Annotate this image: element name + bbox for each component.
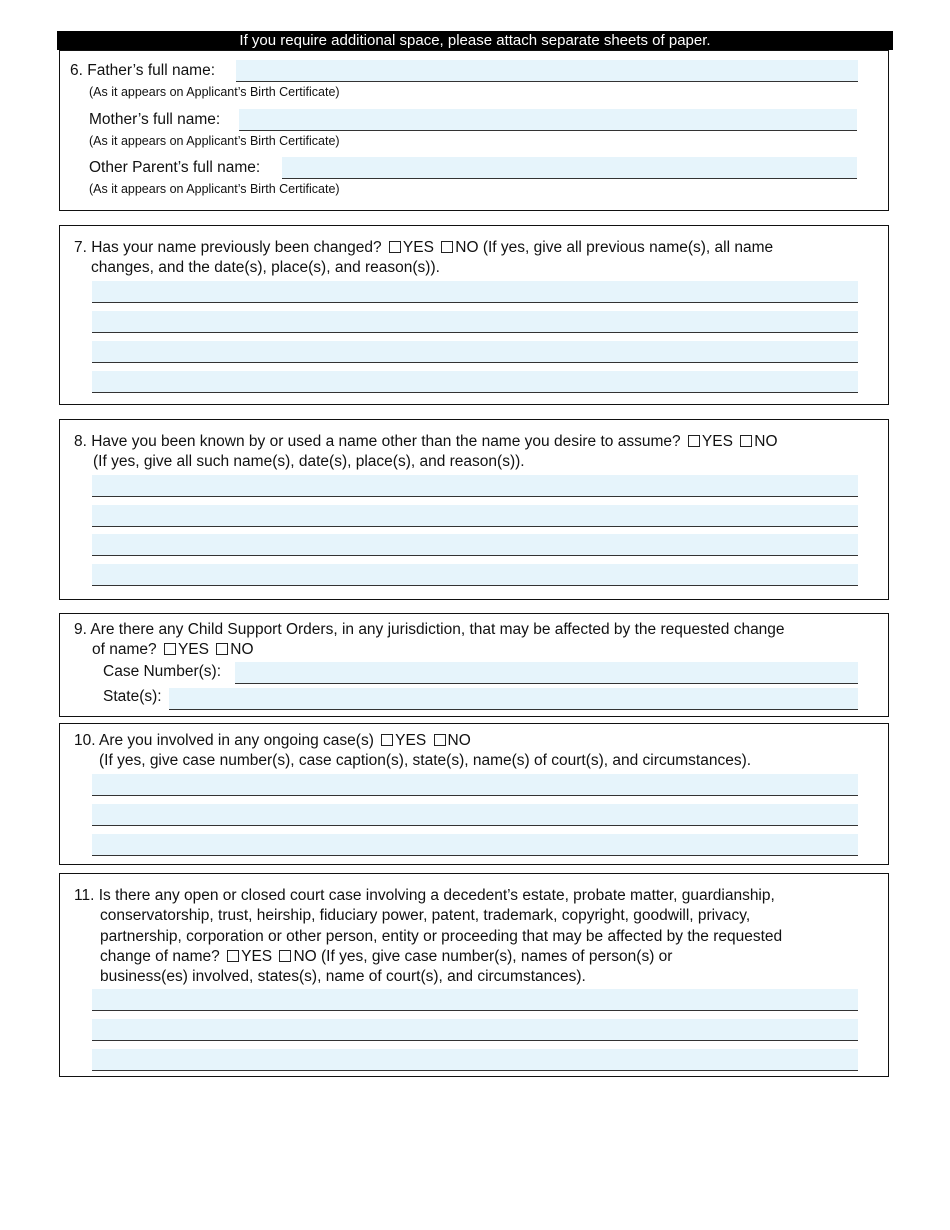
q11-yes-label: YES xyxy=(241,948,273,965)
q11-line4 xyxy=(100,947,672,967)
q9-yes-label: YES xyxy=(177,641,209,658)
case-number-label: Case Number(s): xyxy=(103,663,221,680)
q11-answer-line-3[interactable] xyxy=(92,1049,858,1071)
other-parent-name-label: Other Parent’s full name: xyxy=(89,159,261,176)
q8-answer-line-2[interactable] xyxy=(92,505,858,527)
q10-answer-line-2[interactable] xyxy=(92,804,858,826)
q8-yes-checkbox[interactable] xyxy=(688,435,700,447)
mother-name-input[interactable] xyxy=(239,109,857,131)
other-parent-name-note: (As it appears on Applicant’s Birth Certificate) xyxy=(89,182,340,196)
q7-question: 7. Has your name previously been changed? xyxy=(74,239,382,256)
q11-no-label: NO xyxy=(293,948,317,965)
q11-question-end: change of name? xyxy=(100,948,220,965)
q11-line1: 11. Is there any open or closed court case involving a decedent’s estate, probate matter, guardianship, xyxy=(74,887,775,904)
father-name-label: 6. Father’s full name: xyxy=(70,62,216,79)
q9-question-end: of name? xyxy=(92,641,157,658)
q10-question: 10. Are you involved in any ongoing case(s) xyxy=(74,732,374,749)
q7-instruction: (If yes, give all previous name(s), all name xyxy=(482,239,774,256)
q8-yes-label: YES xyxy=(701,433,733,450)
q11-line5: business(es) involved, states(s), name of court(s), and circumstances). xyxy=(100,968,586,985)
q9-no-label: NO xyxy=(230,641,254,658)
q9-line1: 9. Are there any Child Support Orders, in any jurisdiction, that may be affected by the requested change xyxy=(74,621,785,638)
q10-no-checkbox[interactable] xyxy=(434,734,446,746)
q11-instruction: (If yes, give case number(s), names of person(s) or xyxy=(321,948,673,965)
q7-line2: changes, and the date(s), place(s), and reason(s)). xyxy=(91,259,440,276)
mother-name-label: Mother’s full name: xyxy=(89,111,221,128)
q8-no-checkbox[interactable] xyxy=(740,435,752,447)
father-name-note: (As it appears on Applicant’s Birth Certificate) xyxy=(89,85,340,99)
q7-no-checkbox[interactable] xyxy=(441,241,453,253)
state-input[interactable] xyxy=(169,688,858,710)
mother-name-note: (As it appears on Applicant’s Birth Certificate) xyxy=(89,134,340,148)
q7-no-label: NO xyxy=(455,239,479,256)
father-name-input[interactable] xyxy=(236,60,858,82)
q8-line2: (If yes, give all such name(s), date(s), place(s), and reason(s)). xyxy=(93,453,525,470)
q10-yes-checkbox[interactable] xyxy=(381,734,393,746)
q11-line2: conservatorship, trust, heirship, fiduciary power, patent, trademark, copyright, goodwill, privacy, xyxy=(100,907,751,924)
q10-line2: (If yes, give case number(s), case caption(s), state(s), name(s) of court(s), and circumstances). xyxy=(99,752,752,769)
q9-yes-checkbox[interactable] xyxy=(164,643,176,655)
q8-line1 xyxy=(74,432,778,452)
q7-yes-checkbox[interactable] xyxy=(389,241,401,253)
q7-line1 xyxy=(74,238,773,258)
q8-question: 8. Have you been known by or used a name other than the name you desire to assume? xyxy=(74,433,681,450)
case-number-input[interactable] xyxy=(235,662,858,684)
q7-yes-label: YES xyxy=(402,239,434,256)
q11-line3: partnership, corporation or other person, entity or proceeding that may be affected by the requested xyxy=(100,928,783,945)
q9-line2 xyxy=(92,640,254,660)
q11-yes-checkbox[interactable] xyxy=(227,950,239,962)
state-label: State(s): xyxy=(103,688,162,705)
q7-answer-line-4[interactable] xyxy=(92,371,858,393)
q8-answer-line-1[interactable] xyxy=(92,475,858,497)
q8-answer-line-4[interactable] xyxy=(92,564,858,586)
instruction-banner: If you require additional space, please attach separate sheets of paper. xyxy=(57,31,893,50)
q11-answer-line-1[interactable] xyxy=(92,989,858,1011)
other-parent-name-input[interactable] xyxy=(282,157,857,179)
q7-answer-line-1[interactable] xyxy=(92,281,858,303)
q7-answer-line-2[interactable] xyxy=(92,311,858,333)
q9-no-checkbox[interactable] xyxy=(216,643,228,655)
q7-answer-line-3[interactable] xyxy=(92,341,858,363)
q11-answer-line-2[interactable] xyxy=(92,1019,858,1041)
q11-no-checkbox[interactable] xyxy=(279,950,291,962)
q10-line1 xyxy=(74,731,471,751)
q10-answer-line-3[interactable] xyxy=(92,834,858,856)
q10-answer-line-1[interactable] xyxy=(92,774,858,796)
q10-yes-label: YES xyxy=(395,732,427,749)
q10-no-label: NO xyxy=(447,732,471,749)
q8-answer-line-3[interactable] xyxy=(92,534,858,556)
q8-no-label: NO xyxy=(754,433,778,450)
